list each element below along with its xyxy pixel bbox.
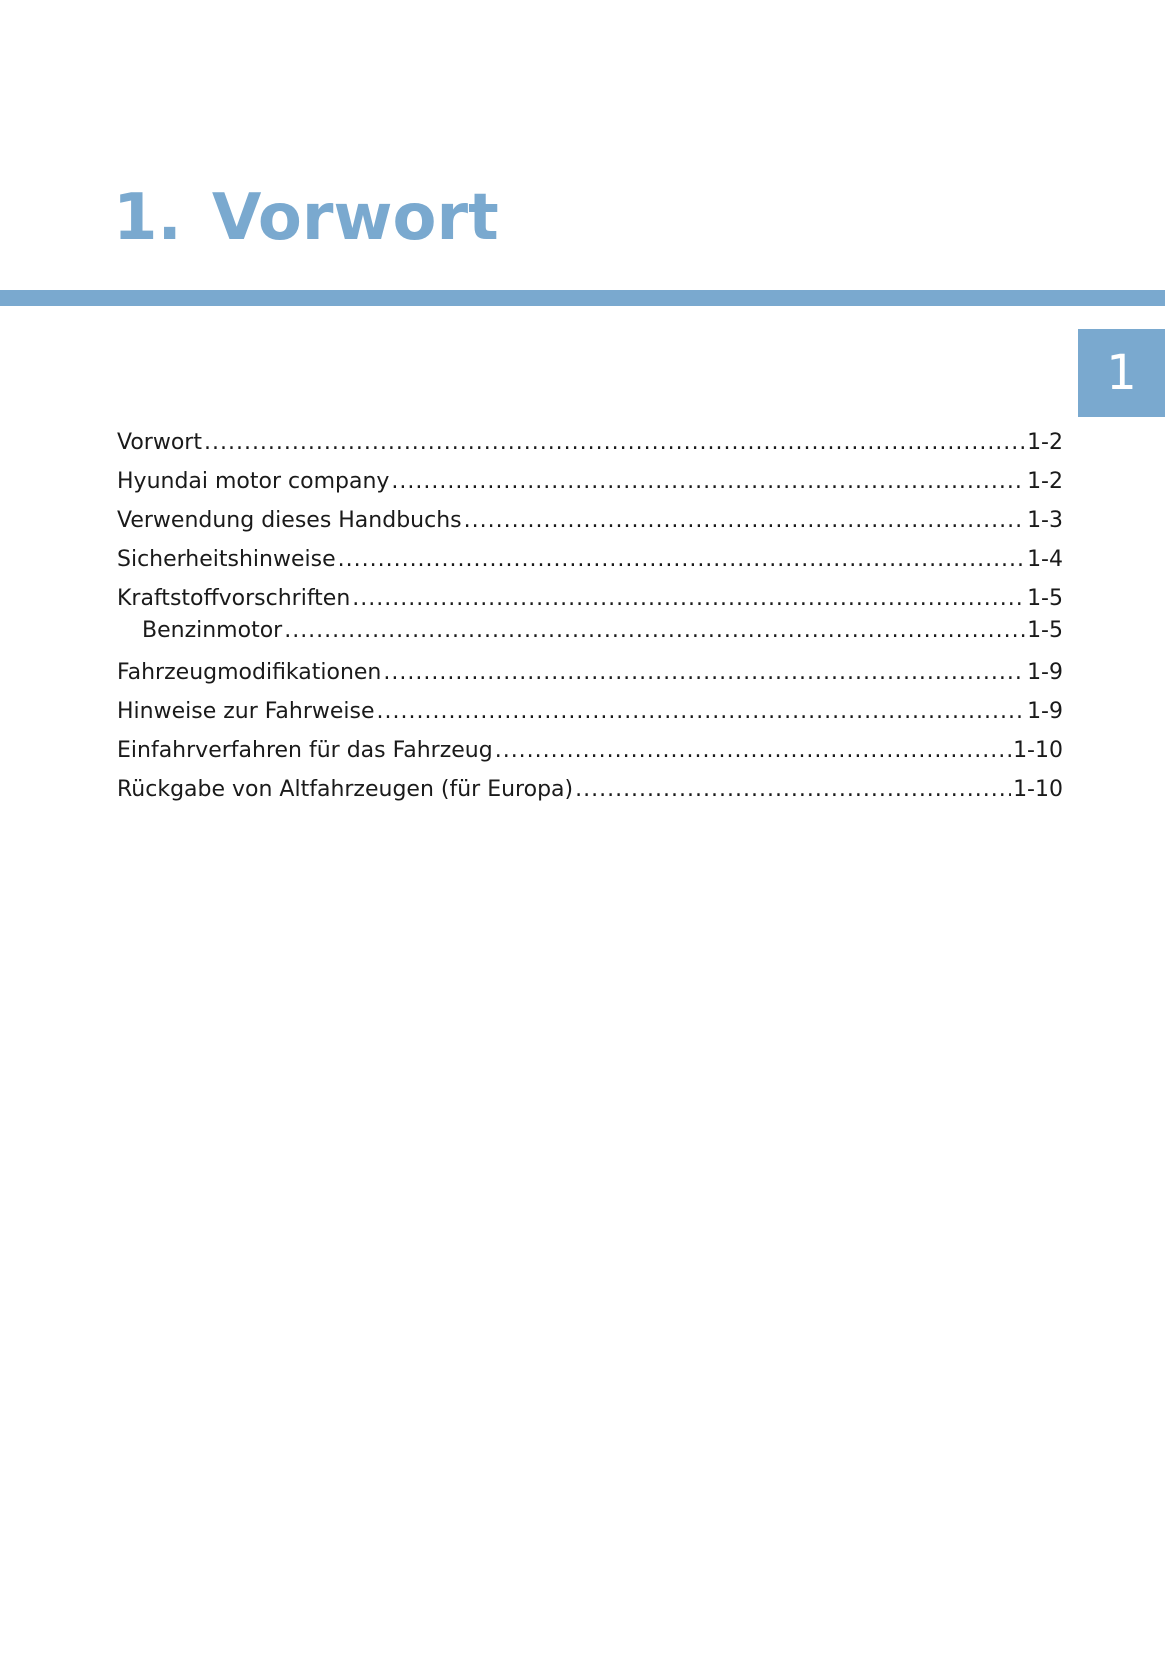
toc-entry-label: Sicherheitshinweise [117,547,336,572]
toc-entry-label: Einfahrverfahren für das Fahrzeug [117,738,493,763]
toc-entry-label: Hyundai motor company [117,469,390,494]
toc-entry-page: 1-9 [1027,660,1063,685]
toc-entry-page: 1-4 [1027,547,1063,572]
toc-entry-page: 1-9 [1027,699,1063,724]
toc-entry-vorwort[interactable] [117,423,1063,462]
toc-dot-leader [495,731,1011,770]
toc-entry-label: Benzinmotor [142,618,283,643]
toc-entry-label: Verwendung dieses Handbuchs [117,508,462,533]
toc-entry-page: 1-3 [1027,508,1063,533]
chapter-tab [1078,329,1165,417]
toc-dot-leader [383,653,1025,692]
toc-dot-leader [284,614,1025,647]
toc-entry-page: 1-10 [1013,777,1063,802]
toc-entry-page: 1-10 [1013,738,1063,763]
toc-dot-leader [464,501,1025,540]
toc-entry-label: Rückgabe von Altfahrzeugen (für Europa) [117,777,574,802]
toc-entry-label: Fahrzeugmodifikationen [117,660,382,685]
toc-entry-kraftstoffvorschriften[interactable] [117,579,1063,618]
chapter-number: 1. [113,181,182,255]
toc-entry-page: 1-2 [1027,469,1063,494]
toc-entry-fahrzeugmodifikationen[interactable] [117,653,1063,692]
toc-entry-sicherheitshinweise[interactable] [117,540,1063,579]
toc-dot-leader [204,423,1025,462]
table-of-contents [117,423,1063,809]
toc-entry-label: Kraftstoffvorschriften [117,586,351,611]
header-rule [0,290,1165,306]
toc-entry-hyundai-motor-company[interactable] [117,462,1063,501]
toc-entry-hinweise-zur-fahrweise[interactable] [117,692,1063,731]
toc-entry-label: Vorwort [117,430,202,455]
toc-entry-rueckgabe-von-altfahrzeugen[interactable] [117,770,1063,809]
toc-subentry-benzinmotor[interactable] [117,614,1063,647]
chapter-title-text: Vorwort [211,181,499,255]
toc-entry-page: 1-5 [1027,618,1063,643]
chapter-tab-number: 1 [1106,345,1137,401]
toc-dot-leader [391,462,1025,501]
toc-entry-label: Hinweise zur Fahrweise [117,699,375,724]
toc-entry-page: 1-5 [1027,586,1063,611]
toc-dot-leader [338,540,1025,579]
toc-entry-einfahrverfahren[interactable] [117,731,1063,770]
toc-dot-leader [377,692,1026,731]
toc-entry-verwendung-dieses-handbuchs[interactable] [117,501,1063,540]
toc-dot-leader [352,579,1025,618]
chapter-title [113,178,499,258]
toc-entry-page: 1-2 [1027,430,1063,455]
toc-dot-leader [575,770,1011,809]
